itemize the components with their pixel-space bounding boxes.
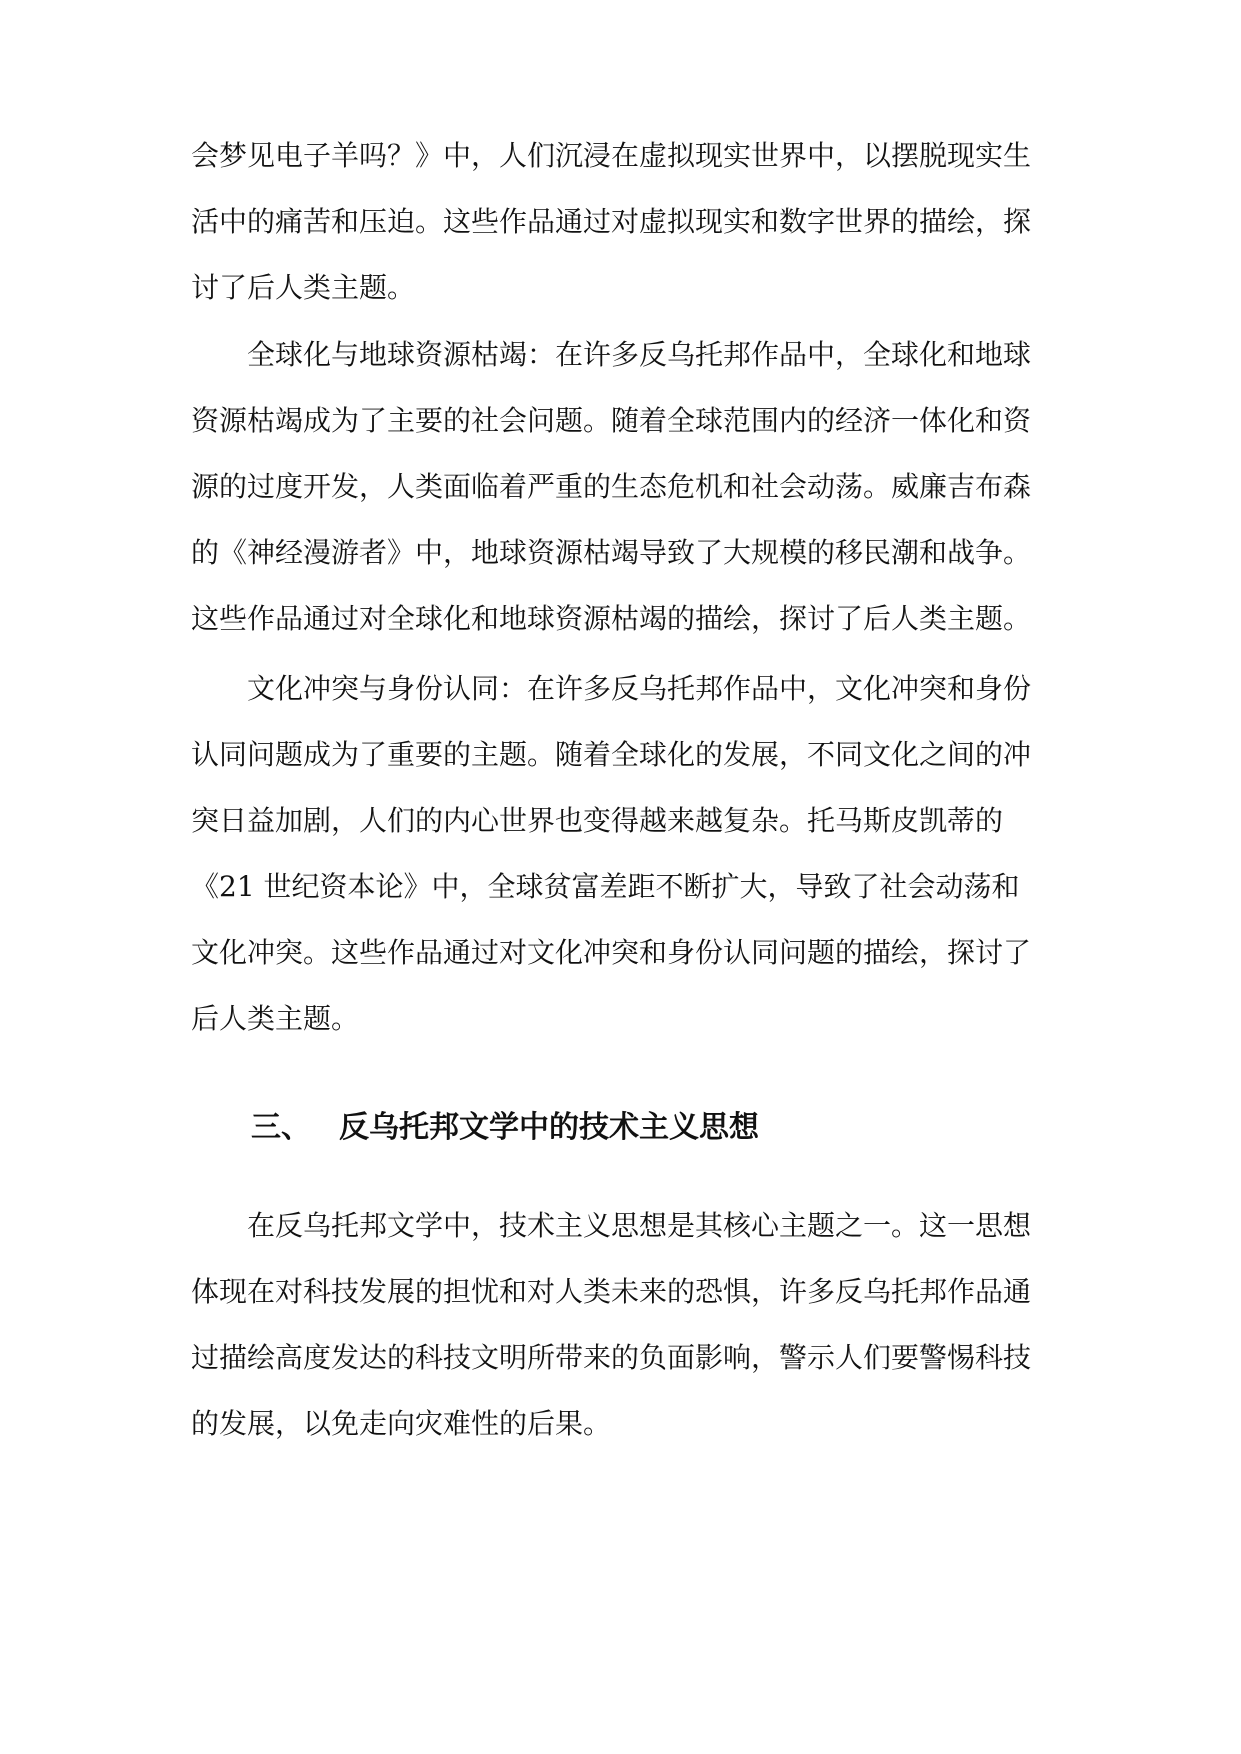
paragraph-line: 讨了后人类主题。	[191, 271, 416, 304]
paragraph-line: 文化冲突。这些作品通过对文化冲突和身份认同问题的描绘，探讨了	[191, 936, 1032, 969]
paragraph-line: 后人类主题。	[191, 1002, 360, 1035]
paragraph-line: 体现在对科技发展的担忧和对人类未来的恐惧，许多反乌托邦作品通	[191, 1275, 1032, 1308]
section-number: 三、	[251, 1110, 311, 1145]
paragraph-line: 过描绘高度发达的科技文明所带来的负面影响，警示人们要警惕科技	[191, 1341, 1032, 1374]
paragraph-line: 资源枯竭成为了主要的社会问题。随着全球范围内的经济一体化和资	[191, 404, 1032, 437]
section-title: 反乌托邦文学中的技术主义思想	[339, 1110, 759, 1145]
paragraph-line: 全球化与地球资源枯竭：在许多反乌托邦作品中，全球化和地球	[247, 338, 1032, 371]
paragraph-line: 在反乌托邦文学中，技术主义思想是其核心主题之一。这一思想	[247, 1209, 1032, 1242]
paragraph-line: 突日益加剧，人们的内心世界也变得越来越复杂。托马斯皮凯蒂的	[191, 804, 1004, 837]
paragraph-line: 文化冲突与身份认同：在许多反乌托邦作品中，文化冲突和身份	[247, 672, 1032, 705]
paragraph-line: 活中的痛苦和压迫。这些作品通过对虚拟现实和数字世界的描绘，探	[191, 205, 1032, 238]
paragraph-line: 这些作品通过对全球化和地球资源枯竭的描绘，探讨了后人类主题。	[191, 602, 1032, 635]
paragraph-line: 《21 世纪资本论》中，全球贫富差距不断扩大，导致了社会动荡和	[191, 870, 1020, 903]
paragraph-line: 认同问题成为了重要的主题。随着全球化的发展，不同文化之间的冲	[191, 738, 1032, 771]
paragraph-line: 会梦见电子羊吗？》中，人们沉浸在虚拟现实世界中，以摆脱现实生	[191, 139, 1032, 172]
paragraph-line: 源的过度开发，人类面临着严重的生态危机和社会动荡。威廉吉布森	[191, 470, 1032, 503]
heading-row	[191, 1106, 1057, 1150]
paragraph-line: 的发展，以免走向灾难性的后果。	[191, 1407, 612, 1440]
paragraph-line: 的《神经漫游者》中，地球资源枯竭导致了大规模的移民潮和战争。	[191, 536, 1032, 569]
